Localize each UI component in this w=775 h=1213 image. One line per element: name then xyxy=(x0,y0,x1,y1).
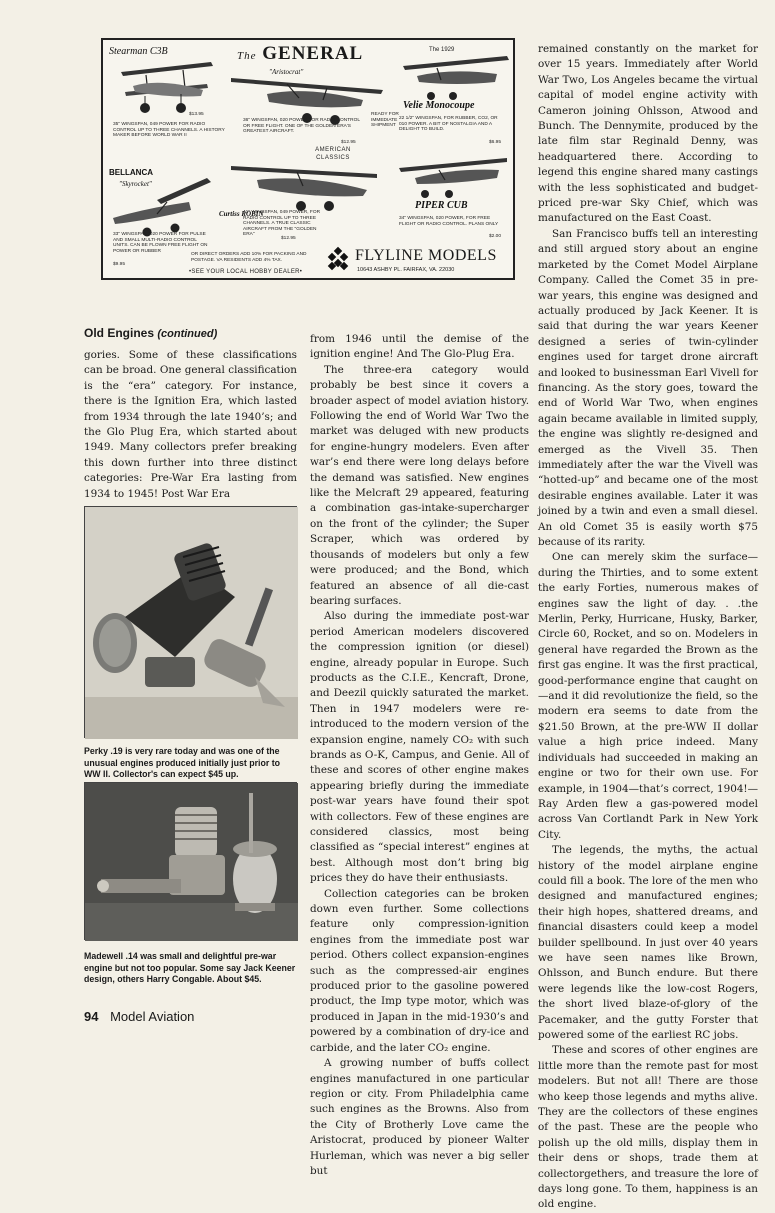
flyline-diamond-logo xyxy=(325,247,351,273)
paragraph: from 1946 until the demise of the ignition engine! And The Glo-Plug Era. xyxy=(310,333,529,361)
perky-caption: Perky .19 is very rare today and was one of the unusual engines produced initially just prior to WW II. Collector's can expect $45 up. xyxy=(84,746,280,780)
column-3 xyxy=(538,42,758,1213)
curtiss-robin-illustration xyxy=(227,156,383,216)
american-classics-label: AMERICAN CLASSICS xyxy=(315,147,351,161)
skyrocket-label: "Skyrocket" xyxy=(119,180,152,188)
piper-description: 34" WINGSPAN, 020 POWER, FOR FREE FLIGHT OR RADIO CONTROL. PLANS ONLY xyxy=(399,216,499,227)
robin-price: $12.95 xyxy=(281,236,296,241)
bellanca-label: BELLANCA xyxy=(109,168,153,177)
paragraph: The three-era category would probably be best since it covers a broader aspect of model aviation history. Following the end of World War Two the market was deluged with new products for engine-hungry modelers. Even after war’s end there were long delays before the demand was satisfied. New engines like the Melcraft 29 appeared, featuring a combination gas-intake-supercharger on the front of the cylinder; the Super Scraper, which was ordered by thousands of modelers but only a few were produced; and the Bond, which featured an absence of all die-cast bearing surfaces. xyxy=(310,363,529,607)
robin-description: 41" WINGSPAN, 049 POWER, FOR RADIO CONTROL UP TO THREE CHANNELS. A TRUE CLASSIC AIRCRAFT FROM THE "GOLDEN ERA" xyxy=(243,210,321,238)
section-heading: Old Engines (continued) xyxy=(84,326,218,340)
paragraph: One can merely skim the surface—during the Thirties, and to some extent the early Forties, numerous makes of engines saw the light of day. . .the Merlin, Perky, Hurricane, Husky, Barker, Circle 60, Rocket, and so on. Modelers in general have regarded the Brown as the first gas engine. It was the first practical, good-performance engine that caught on—and it did revolutionize the field, so the modern era seems to date from the $21.50 Brown, at the pre-WW II dollar value a high price indeed. Many individuals had succeeded in making an engine or two for their own use. For example, in 1904—that’s correct, 1904!—Ray Arden flew a gas-powered model across Van Cortlandt Park in New York City. xyxy=(538,551,758,841)
general-description: 36" WINGSPAN, 020 POWER FOR RADIO CONTROL OR FREE FLIGHT. ONE OF THE GOLDEN ERA'S GREATEST AIRCRAFT. xyxy=(243,118,360,135)
hobby-dealer-line: •SEE YOUR LOCAL HOBBY DEALER• xyxy=(189,269,303,275)
perky-engine-photo xyxy=(84,506,297,738)
monocoupe-illustration xyxy=(397,52,513,106)
monocoupe-year: The 1929 xyxy=(429,47,455,53)
stearman-price: $13.95 xyxy=(189,112,204,117)
stearman-biplane-illustration xyxy=(111,56,221,118)
piper-cub-illustration xyxy=(395,150,511,204)
monocoupe-label: Velie Monocoupe xyxy=(403,100,475,111)
madewell-engine-photo xyxy=(84,782,297,940)
perky-engine-image xyxy=(85,507,298,739)
flyline-logo-block xyxy=(321,243,511,279)
general-title: The GENERAL xyxy=(237,43,364,64)
madewell-engine-image xyxy=(85,783,298,941)
ready-shipment: READY FOR IMMEDIATE SHIPMENT xyxy=(371,112,399,129)
bellanca-price: $9.95 xyxy=(113,262,126,267)
column-2 xyxy=(310,332,529,1179)
general-price: $12.95 xyxy=(341,140,356,145)
page-number: 94 xyxy=(84,1009,99,1024)
bellanca-skyrocket-illustration xyxy=(107,174,213,240)
madewell-caption: Madewell .14 was small and delightful pre-war engine but not too popular. Some say Jack Keener design, others Harry Congable. About $45. xyxy=(84,951,296,985)
paragraph: gories. Some of these classifications can be broad. One general classification is the “era” category. For instance, there is the Ignition Era, which lasted from 1934 through the late 1940’s; and the Glo Plug Era, which started about 1949. Many collectors prefer breaking this down further into three distinct categories: Pre-War Era lasting from 1934 to 1945! Post War Era xyxy=(84,349,297,500)
magazine-name: Model Aviation xyxy=(110,1009,195,1024)
page-footer xyxy=(84,1009,194,1024)
piper-price: $2.00 xyxy=(489,234,502,239)
stearman-label: Stearman C3B xyxy=(109,46,168,57)
paragraph: Collection categories can be broken down even further. Some collections feature only compression-ignition engines from the immediate post war period. Others collect expansion-engines such as the compressed-air engines produced prior to the gasoline powered product, the Imp type motor, which was produced in Japan in the mid-1930’s and powered by a combination of dry-ice and carbide, and the later CO₂ engine. xyxy=(310,887,529,1054)
monocoupe-price: $6.95 xyxy=(489,140,502,145)
paragraph: remained constantly on the market for over 15 years. Immediately after World War Two, Los Angeles became the virtual capital of model engine activity with Cameron joining Ohlsson, Atwood and Bunch. The Dennymite, produced by the late film star Reginald Denny, was headquartered there. According to legend this engine shared many castings with the less sophisticated and budget-priced pre-war Sky Chief, which was manufactured on the East Coast. xyxy=(538,43,758,225)
stearman-description: 35" WINGSPAN, 049 POWER FOR RADIO CONTROL UP TO THREE CHANNELS. A HISTORY MAKER BEFORE WORLD WAR II xyxy=(113,122,225,139)
paragraph: Also during the immediate post-war period American modelers discovered the compression ignition (or diesel) engine, already popular in Europe. Such products as the C.I.E., Kencraft, Drone, and Deezil quickly saturated the market. Then in 1947 modelers were re-introduced to the modern version of the expansion engine, namely CO₂ with such brands as O-K, Campus, and Genie. All of these and scores of other engine makes appearing briefly during the immediate post-war years have found their spot with collectors. Few of these engines are considered classics, most being classified as “special interest” engines at best. Although most don’t bring big prices they do have their enthusiasts. xyxy=(310,610,529,885)
bellanca-description: 33" WINGSPAN, 020 POWER FOR PULSE AND SMALL MULTI-RADIO CONTROL UNITS. CAN BE FLOWN FREE FLIGHT ON POWER OR RUBBER xyxy=(113,232,208,254)
monocoupe-description: 22 1/2" WINGSPAN, FOR RUBBER, CO2, OR 010 POWER. A BIT OF NOSTALGIA AND A DELIGHT TO BUILD. xyxy=(399,116,498,133)
aristocrat-label: "Aristocrat" xyxy=(269,68,304,76)
paragraph: These and scores of other engines are little more than the remote past for most modelers. But not all! There are those who keep those legends and myths alive. They are the collectors of these engines of the past. These are the people who polish up the old mills, display them in their dens or shops, trade them at collectorgethers, and treasure the lore of days long gone. To them, happiness is an old engine. xyxy=(538,1044,758,1211)
flyline-advertisement xyxy=(101,38,515,280)
flyline-name: FLYLINE MODELS xyxy=(355,247,497,264)
curtiss-robin-label: Curtiss ROBIN xyxy=(219,210,264,218)
flyline-address: 10643 ASHBY PL. FAIRFAX, VA. 22030 xyxy=(357,267,455,273)
piper-cub-label: PIPER CUB xyxy=(415,200,468,211)
paragraph: The legends, the myths, the actual history of the model airplane engine could fill a book. The lore of the men who designed and manufactured engines; their high hopes, shattered dreams, and financial disasters could keep a model builder spellbound. In just over 40 years we have seen names like Brown, Ohlsson, and Bunch endure. But there were legends like the low-cost Rogers, the short lived blaze-of-glory of the Pacemaker, and the gutty Forster that powered some of the earliest RC jobs. xyxy=(538,844,758,1041)
column-1 xyxy=(84,348,297,502)
paragraph: San Francisco buffs tell an interesting and still argued story about an engine marketed by the Comet Model Airplane Company. Called the Comet 35 in pre-war years, this engine was designed and actually produced by Jack Keener. It is said that during the war years Keener designed a series of twin-cylinder engines used for target drone aircraft and looked to businessman Earl Vivell for financing. As the story goes, toward the end of World War Two, when engines again became available in limited supply, the engine was slightly re-designed and emerged as the Vivell 35. Then immediately after the war the Vivell was “hotted-up” and became one of the most desirable engines available. Later it was joined by a twin and even a small diesel. An old Comet 35 is easily worth $75 because of its rarity. xyxy=(538,227,758,548)
order-terms: OR DIRECT ORDERS ADD 10% FOR PACKING AND POSTAGE. VA RESIDENTS ADD 4% TAX. xyxy=(191,252,307,263)
paragraph: A growing number of buffs collect engines manufactured in one particular region or city. From Philadelphia came such engines as the Browns. Also from the City of Brotherly Love came the Aristocrat, produced by pioneer Walter Hurleman, which was never a big seller but xyxy=(310,1057,529,1177)
